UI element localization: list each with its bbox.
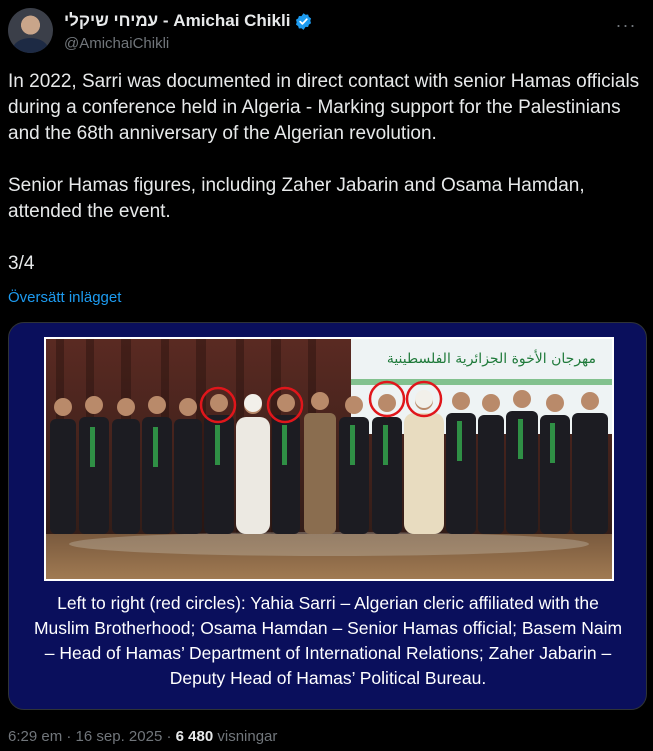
media-caption: Left to right (red circles): Yahia Sarri – Algerian cleric affiliated with the Muslim Brotherhood; Osama Hamdan – Senior Hamas official; Basem Naim – Head of Hamas’ Department of International Relations; Zaher Jabarin – Deputy Head of Hamas’ Political Bureau. [33,593,623,688]
tweet-footer [8,728,277,745]
post-time[interactable]: 6:29 em [8,728,63,745]
tweet-text: In 2022, Sarri was documented in direct contact with senior Hamas officials during a conference held in Algeria - Marking support for the Palestinians and the 68th anniversary of the Algerian revolution. Senior Hamas figures, including Zaher Jabarin and Osama Hamdan, attended the event. 3/4 [8,71,640,274]
translate-post-link[interactable]: Översätt inlägget [8,289,122,306]
author-handle[interactable]: @AmichaiChikli [64,35,170,52]
author-name-row [64,11,313,31]
verified-badge-icon[interactable] [294,12,313,31]
conference-photo[interactable] [44,337,614,581]
views-count: 6 480 [175,728,214,745]
tweet-header [8,8,653,56]
views-label: visningar [217,728,278,745]
author-display-name[interactable]: עמיחי שיקלי - Amichai Chikli [64,11,291,30]
author-avatar[interactable] [8,8,53,53]
post-date[interactable]: 16 sep. 2025 [75,728,163,745]
footer-separator: · [166,728,172,745]
banner-text: مهرجان الأخوة الجزائرية الفلسطينية [386,351,596,367]
footer-separator: · [66,728,72,745]
conference-photo-drawing [46,339,612,579]
more-options-icon[interactable]: ··· [615,15,637,35]
tweet-media-card[interactable] [8,322,647,710]
